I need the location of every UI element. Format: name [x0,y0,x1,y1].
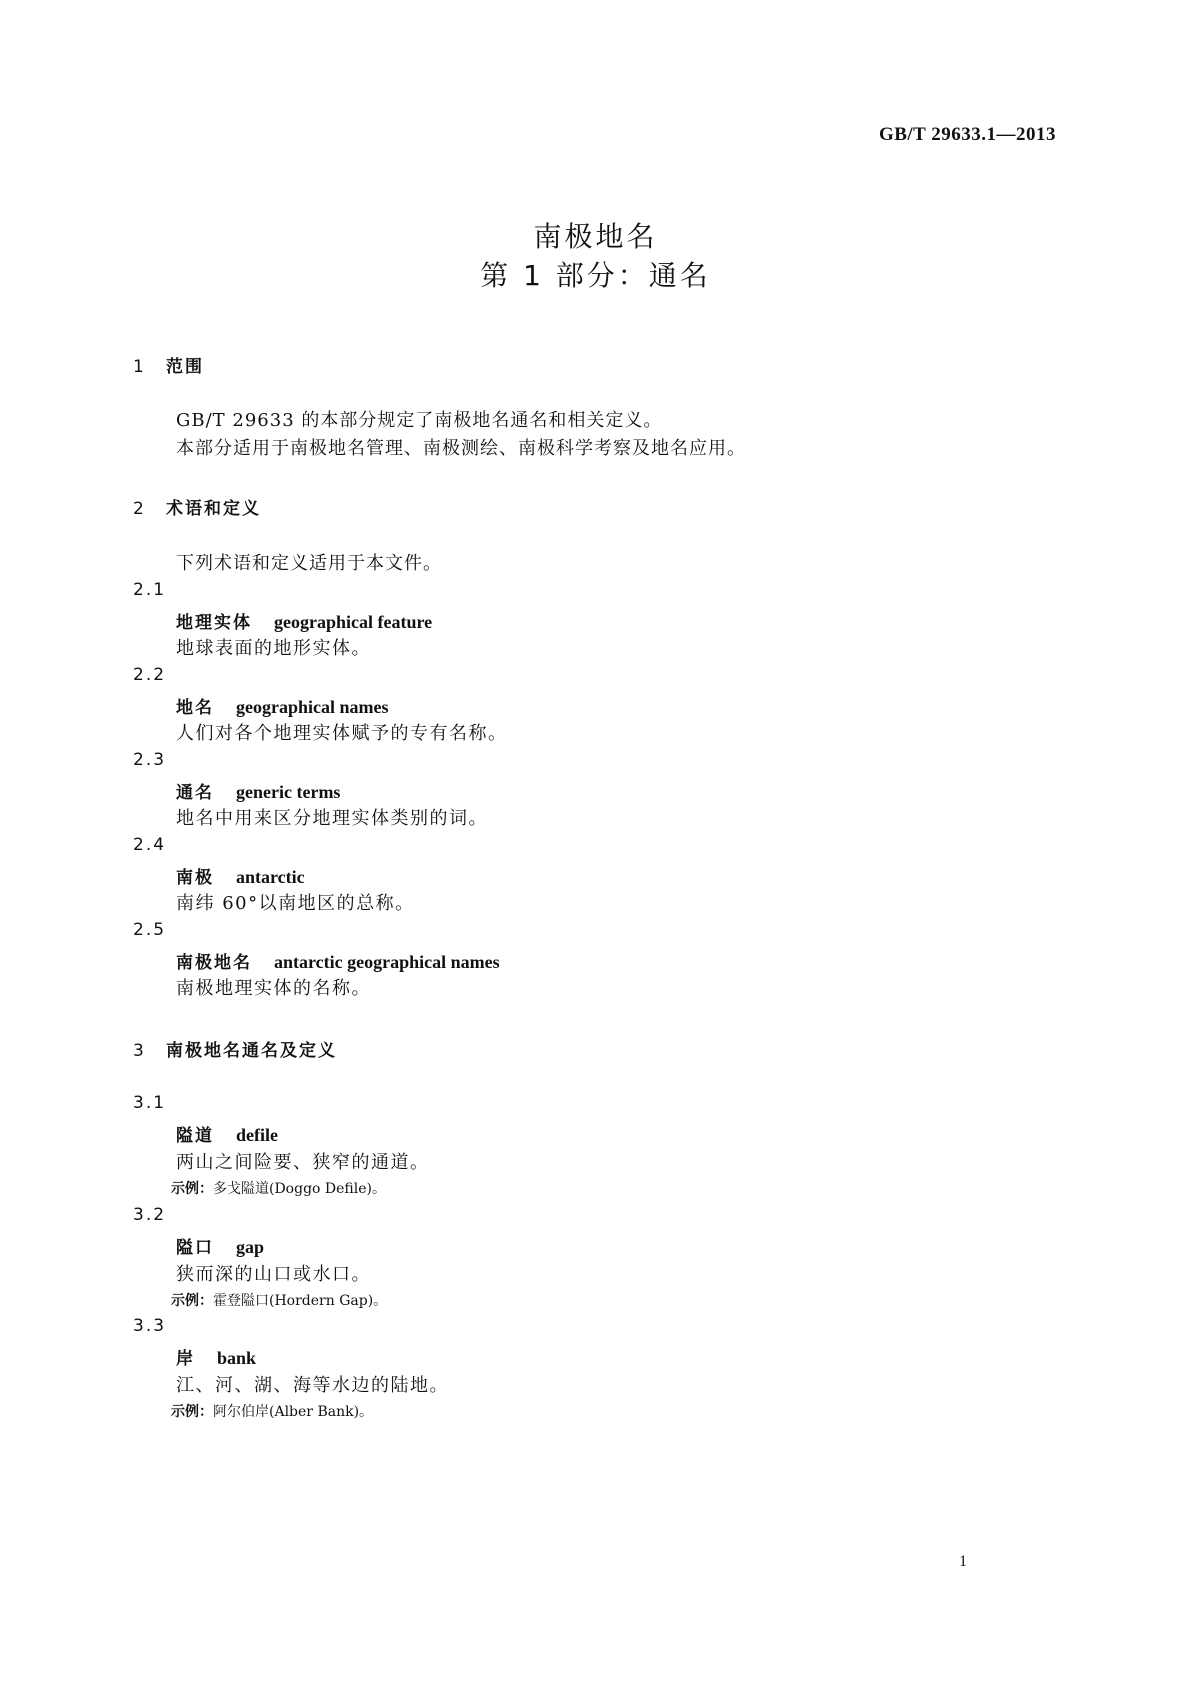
clause-number: 2.5 [133,920,167,940]
page-subtitle: 第 1 部分：通名 [480,259,711,292]
example-label: 示例： [171,1293,213,1309]
term-definition: 人们对各个地理实体赋予的专有名称。 [176,723,508,744]
term-zh: 南极 [176,868,214,888]
section-title: 范围 [166,357,204,377]
term-en: generic terms [236,782,341,802]
term-zh: 地理实体 [176,613,252,633]
paragraph: 下列术语和定义适用于本文件。 [176,553,442,574]
clause-number: 2.4 [133,835,167,855]
clause-number: 2.2 [133,665,167,685]
term [176,1344,256,1369]
term-zh: 南极地名 [176,953,252,973]
clause-number: 3.1 [133,1093,167,1113]
clause-number: 3.2 [133,1205,167,1225]
example [171,1401,373,1421]
example-label: 示例： [171,1181,213,1197]
clause-number: 3.3 [133,1316,167,1336]
term-en: defile [236,1125,278,1145]
paragraph: 本部分适用于南极地名管理、南极测绘、南极科学考察及地名应用。 [176,438,746,459]
term-zh: 通名 [176,783,214,803]
term-definition: 两山之间险要、狭窄的通道。 [176,1152,430,1173]
section-number: 2 [133,499,144,519]
term [176,693,389,718]
term-zh: 隘道 [176,1126,214,1146]
section-heading [133,352,204,377]
term-en: geographical names [236,697,389,717]
term-en: bank [217,1348,257,1368]
example [171,1178,386,1198]
clause-number: 2.1 [133,580,167,600]
section-title: 术语和定义 [166,499,261,519]
term-zh: 隘口 [176,1238,214,1258]
term [176,1233,264,1258]
term [176,608,432,633]
term-en: antarctic geographical names [274,952,500,972]
page-number: 1 [959,1553,967,1570]
section-heading [133,1036,337,1061]
term [176,863,305,888]
section-number: 1 [133,357,144,377]
term-definition: 地名中用来区分地理实体类别的词。 [176,808,488,829]
term-definition: 地球表面的地形实体。 [176,638,371,659]
section-title: 南极地名通名及定义 [166,1041,337,1061]
section-heading [133,494,261,519]
term [176,778,340,803]
term-en: geographical feature [274,612,433,632]
standard-code: GB/T 29633.1—2013 [878,124,1056,145]
term-definition: 狭而深的山口或水口。 [176,1264,371,1285]
term-en: gap [236,1237,265,1257]
example [171,1290,387,1310]
term [176,948,500,973]
clause-number: 2.3 [133,750,167,770]
term-definition: 南纬 60°以南地区的总称。 [176,893,415,914]
term-en: antarctic [236,867,305,887]
example-label: 示例： [171,1404,213,1420]
example-text: 阿尔伯岸(Alber Bank)。 [213,1404,374,1420]
example-text: 多戈隘道(Doggo Defile)。 [213,1181,386,1197]
term-zh: 岸 [176,1349,195,1369]
term [176,1121,278,1146]
term-definition: 江、河、湖、海等水边的陆地。 [176,1375,449,1396]
example-text: 霍登隘口(Hordern Gap)。 [213,1293,388,1309]
section-number: 3 [133,1041,144,1061]
term-definition: 南极地理实体的名称。 [176,978,371,999]
page-title: 南极地名 [533,220,658,253]
term-zh: 地名 [176,698,214,718]
paragraph: GB/T 29633 的本部分规定了南极地名通名和相关定义。 [176,410,663,431]
